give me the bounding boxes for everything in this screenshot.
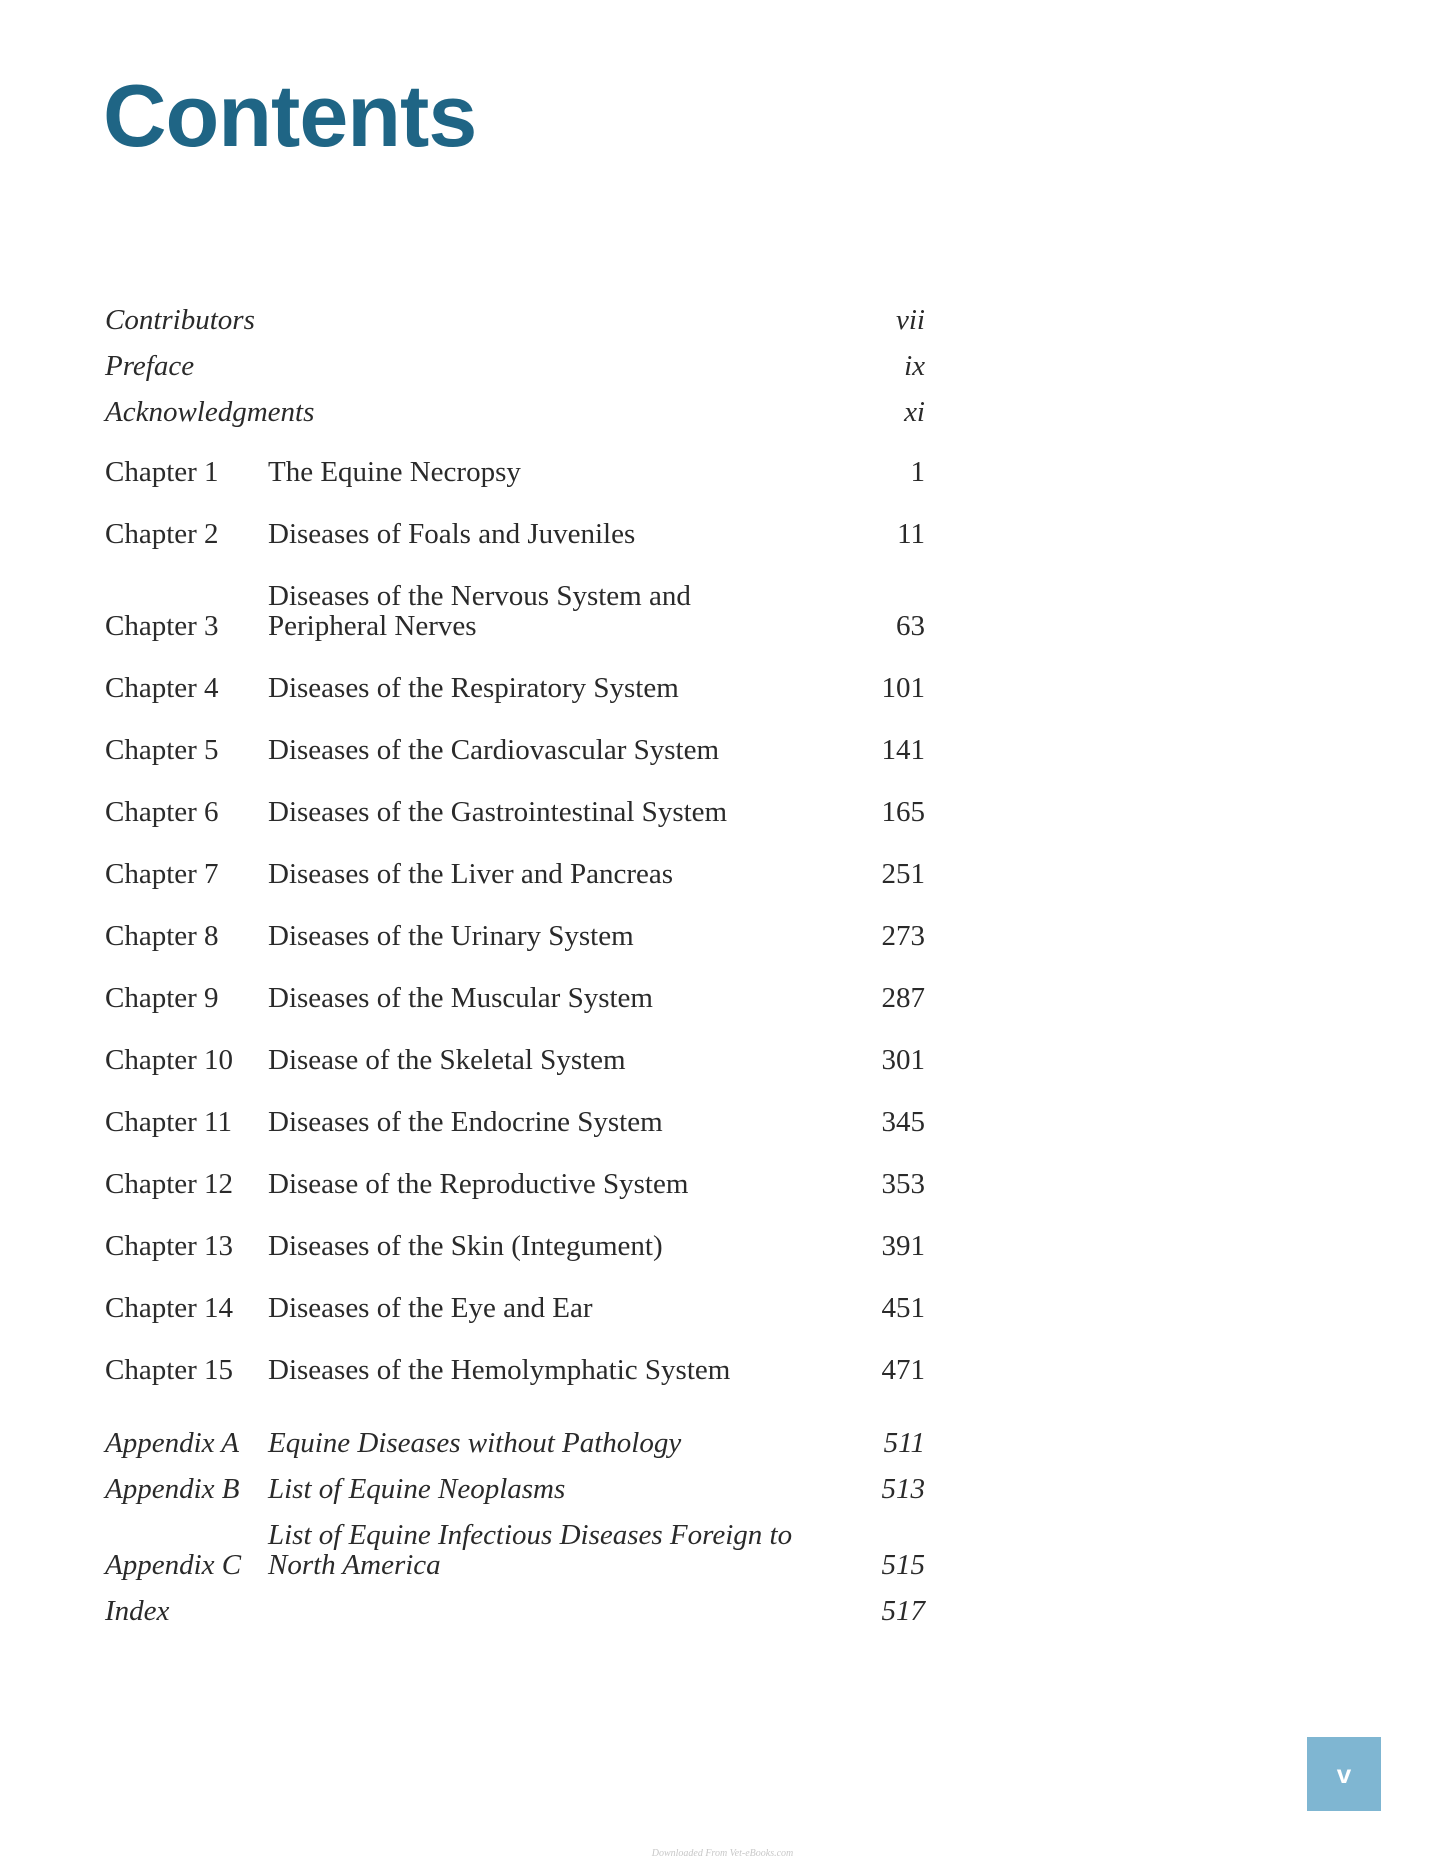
toc-entry-chapter-7[interactable] — [105, 859, 925, 889]
chapter-page: 353 — [881, 1168, 925, 1200]
toc-entry-chapter-9[interactable] — [105, 983, 925, 1013]
toc-entry-title: Contributors — [105, 304, 255, 336]
chapter-label: Chapter 5 — [105, 734, 219, 766]
chapter-page: 391 — [881, 1230, 925, 1262]
toc-entry-chapter-5[interactable] — [105, 735, 925, 765]
toc-entry-chapter-1[interactable] — [105, 457, 925, 487]
chapter-title: Diseases of the Respiratory System — [268, 672, 679, 704]
front-matter-list — [105, 305, 925, 427]
index-page: 517 — [881, 1595, 925, 1627]
appendix-page: 513 — [881, 1473, 925, 1505]
toc-entry-chapter-13[interactable] — [105, 1231, 925, 1261]
chapter-list — [105, 457, 925, 1385]
chapter-label: Chapter 3 — [105, 610, 219, 642]
download-watermark: Downloaded From Vet-eBooks.com — [651, 1848, 794, 1859]
chapter-page: 301 — [881, 1044, 925, 1076]
chapter-label: Chapter 11 — [105, 1106, 232, 1138]
chapter-title: Diseases of the Hemolymphatic System — [268, 1354, 731, 1386]
chapter-label: Chapter 14 — [105, 1292, 234, 1324]
chapter-title — [268, 581, 835, 641]
appendix-title: List of Equine Neoplasms — [268, 1473, 566, 1505]
toc-entry-index[interactable] — [105, 1596, 925, 1626]
chapter-label: Chapter 13 — [105, 1230, 234, 1262]
chapter-page: 63 — [896, 610, 925, 642]
chapter-page: 141 — [881, 734, 925, 766]
toc-entry-chapter-12[interactable] — [105, 1169, 925, 1199]
chapter-label: Chapter 7 — [105, 858, 219, 890]
chapter-title: Diseases of the Cardiovascular System — [268, 734, 720, 766]
chapter-page: 471 — [881, 1354, 925, 1386]
toc-entry-chapter-3[interactable] — [105, 581, 925, 641]
chapter-label: Chapter 4 — [105, 672, 219, 704]
appendix-page: 515 — [881, 1549, 925, 1581]
toc-entry-title: Acknowledgments — [105, 396, 315, 428]
chapter-page: 287 — [881, 982, 925, 1014]
chapter-title: Diseases of the Muscular System — [268, 982, 653, 1014]
table-of-contents — [105, 305, 925, 1642]
chapter-label: Chapter 1 — [105, 456, 219, 488]
chapter-label: Chapter 9 — [105, 982, 219, 1014]
toc-entry-chapter-15[interactable] — [105, 1355, 925, 1385]
toc-entry-preface[interactable] — [105, 351, 925, 381]
appendix-page: 511 — [883, 1427, 925, 1459]
chapter-title-line-2: Peripheral Nerves — [268, 610, 477, 642]
chapter-title-line-1: Diseases of the Nervous System and — [268, 580, 691, 612]
chapter-title: Diseases of the Gastrointestinal System — [268, 796, 728, 828]
toc-entry-chapter-6[interactable] — [105, 797, 925, 827]
toc-entry-chapter-14[interactable] — [105, 1293, 925, 1323]
toc-entry-appendix-c[interactable] — [105, 1520, 925, 1580]
toc-entry-page: ix — [904, 350, 925, 382]
toc-entry-chapter-2[interactable] — [105, 519, 925, 549]
chapter-title: The Equine Necropsy — [268, 456, 521, 488]
toc-entry-chapter-4[interactable] — [105, 673, 925, 703]
toc-entry-chapter-10[interactable] — [105, 1045, 925, 1075]
chapter-label: Chapter 12 — [105, 1168, 234, 1200]
toc-entry-chapter-11[interactable] — [105, 1107, 925, 1137]
toc-entry-title: Preface — [105, 350, 195, 382]
appendix-title: Equine Diseases without Pathology — [268, 1427, 682, 1459]
chapter-page: 451 — [881, 1292, 925, 1324]
toc-entry-contributors[interactable] — [105, 305, 925, 335]
toc-entry-appendix-a[interactable] — [105, 1428, 925, 1458]
appendix-title-line-1: List of Equine Infectious Diseases Foreign to — [268, 1519, 793, 1551]
toc-entry-page: xi — [904, 396, 925, 428]
appendix-list — [105, 1428, 925, 1626]
chapter-label: Chapter 6 — [105, 796, 219, 828]
page-number-badge: v — [1307, 1737, 1381, 1811]
chapter-page: 1 — [910, 456, 925, 488]
toc-entry-appendix-b[interactable] — [105, 1474, 925, 1504]
appendix-label: Appendix B — [105, 1473, 240, 1505]
chapter-page: 165 — [881, 796, 925, 828]
index-title: Index — [105, 1595, 170, 1627]
toc-entry-chapter-8[interactable] — [105, 921, 925, 951]
appendix-title-line-2: North America — [268, 1549, 441, 1581]
chapter-page: 273 — [881, 920, 925, 952]
chapter-label: Chapter 2 — [105, 518, 219, 550]
page-title: Contents — [103, 66, 477, 165]
chapter-title: Diseases of the Liver and Pancreas — [268, 858, 674, 890]
chapter-title: Diseases of the Urinary System — [268, 920, 634, 952]
chapter-label: Chapter 15 — [105, 1354, 234, 1386]
chapter-title: Disease of the Skeletal System — [268, 1044, 626, 1076]
chapter-title: Diseases of the Skin (Integument) — [268, 1230, 663, 1262]
chapter-title: Diseases of Foals and Juveniles — [268, 518, 636, 550]
appendix-title — [268, 1520, 835, 1580]
chapter-title: Disease of the Reproductive System — [268, 1168, 689, 1200]
toc-entry-page: vii — [896, 304, 925, 336]
chapter-page: 11 — [897, 518, 925, 550]
chapter-title: Diseases of the Endocrine System — [268, 1106, 663, 1138]
chapter-page: 345 — [881, 1106, 925, 1138]
toc-entry-acknowledgments[interactable] — [105, 397, 925, 427]
chapter-title: Diseases of the Eye and Ear — [268, 1292, 593, 1324]
chapter-label: Chapter 10 — [105, 1044, 234, 1076]
chapter-page: 101 — [881, 672, 925, 704]
chapter-page: 251 — [881, 858, 925, 890]
chapter-label: Chapter 8 — [105, 920, 219, 952]
appendix-label: Appendix C — [105, 1549, 242, 1581]
appendix-label: Appendix A — [105, 1427, 239, 1459]
